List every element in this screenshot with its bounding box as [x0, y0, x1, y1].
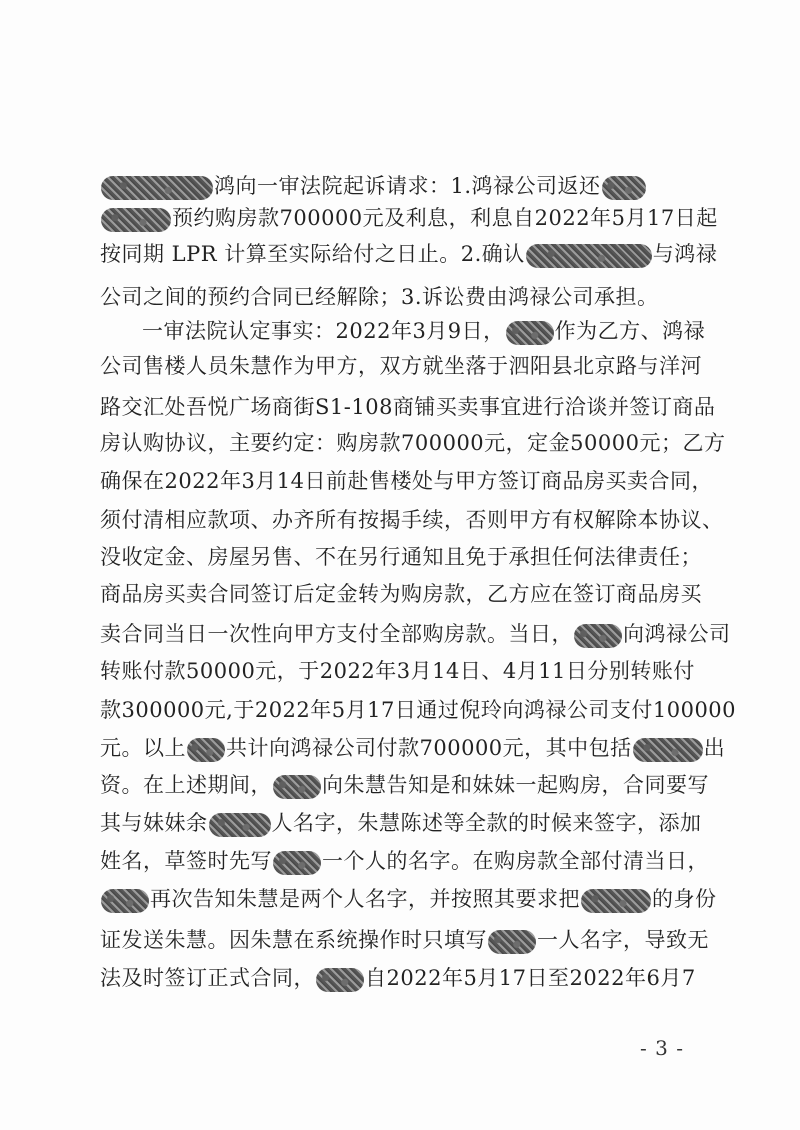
- text-segment: 没收定金、房屋另售、不在另行通知且免于承担任何法律责任；: [100, 545, 702, 569]
- redaction-mark: [633, 738, 703, 762]
- text-line: [100, 656, 720, 686]
- text-segment: 公司之间的预约合同已经解除；3.诉讼费由鸿禄公司承担。: [100, 285, 659, 309]
- redaction-mark: [273, 775, 321, 799]
- text-segment: 款300000元,于2022年5月17日通过倪玲向鸿禄公司支付100000: [100, 698, 737, 722]
- text-line: [142, 316, 732, 346]
- text-segment: 作为乙方、鸿禄: [554, 319, 706, 343]
- redaction-mark: [526, 244, 652, 268]
- text-segment: 人名字，朱慧陈述等全款的时候来签字，添加: [271, 811, 702, 835]
- text-segment: 出: [703, 736, 726, 760]
- text-line: [100, 733, 726, 763]
- text-line: [100, 203, 720, 233]
- text-segment: 转账付款50000元，于2022年3月14日、4月11日分别转账付: [100, 659, 695, 683]
- text-segment: 向朱慧告知是和妹妹一起购房，合同要写: [322, 773, 709, 797]
- text-segment: 其与妹妹余: [100, 811, 208, 835]
- text-segment: 证发送朱慧。因朱慧在系统操作时只填写: [100, 928, 487, 952]
- text-segment: 元。以上: [100, 736, 186, 760]
- text-line: [100, 884, 720, 914]
- text-line: [100, 542, 720, 572]
- redaction-mark: [273, 851, 321, 875]
- text-segment: 姓名，草签时先写: [100, 849, 272, 873]
- text-segment: 卖合同当日一次性向甲方支付全部购房款。当日，: [100, 622, 573, 646]
- text-segment: 与鸿禄: [652, 242, 718, 266]
- text-segment: 须付清相应款项、办齐所有按揭手续，否则甲方有权解除本协议、: [100, 508, 724, 532]
- text-line: [100, 351, 720, 381]
- text-segment: 一人名字，导致无: [537, 928, 709, 952]
- text-line: [100, 282, 720, 312]
- text-segment: 一个人的名字。在购房款全部付清当日，: [322, 849, 709, 873]
- text-segment: 共计向鸿禄公司付款700000元，其中包括: [226, 736, 632, 760]
- text-segment: 再次告知朱慧是两个人名字，并按照其要求把: [150, 887, 580, 911]
- text-line: [100, 619, 731, 649]
- text-line: [100, 846, 720, 876]
- text-line: [100, 770, 720, 800]
- redaction-mark: [101, 208, 171, 232]
- text-segment: 公司售楼人员朱慧作为甲方，双方就坐落于泗阳县北京路与洋河: [100, 354, 702, 378]
- text-line: [100, 579, 720, 609]
- text-segment: 法及时签订正式合同，: [100, 966, 315, 990]
- redaction-mark: [316, 968, 364, 992]
- text-segment: 鸿向一审法院起诉请求：1.鸿禄公司返还: [214, 174, 601, 198]
- text-segment: 路交汇处吾悦广场商街S1-108商铺买卖事宜进行洽谈并签订商品: [100, 395, 716, 419]
- text-line: [100, 925, 720, 955]
- text-segment: 确保在2022年3月14日前赴售楼处与甲方签订商品房买卖合同，: [100, 469, 714, 493]
- redaction-mark: [506, 321, 554, 345]
- redaction-mark: [602, 176, 646, 200]
- text-line: [100, 695, 737, 725]
- text-line: [100, 171, 720, 201]
- page-number: - 3 -: [640, 1036, 684, 1060]
- text-line: [100, 392, 720, 422]
- text-line: [100, 239, 720, 269]
- text-segment: 资。在上述期间，: [100, 773, 272, 797]
- text-segment: 房认购协议，主要约定：购房款700000元，定金50000元；乙方: [100, 431, 726, 455]
- text-line: [100, 428, 726, 458]
- text-segment: 的身份: [652, 887, 717, 911]
- text-segment: 向鸿禄公司: [623, 622, 731, 646]
- redaction-mark: [101, 176, 213, 200]
- redaction-mark: [581, 889, 651, 913]
- text-segment: 按同期 LPR 计算至实际给付之日止。2.确认: [100, 242, 525, 266]
- text-line: [100, 466, 720, 496]
- text-line: [100, 808, 720, 838]
- redaction-mark: [488, 930, 536, 954]
- text-line: [100, 505, 724, 535]
- redaction-mark: [574, 624, 622, 648]
- text-segment: 预约购房款700000元及利息，利息自2022年5月17日起: [172, 206, 718, 230]
- text-segment: 一审法院认定事实：2022年3月9日，: [142, 319, 505, 343]
- text-segment: 自2022年5月17日至2022年6月7: [365, 966, 696, 990]
- redaction-mark: [101, 889, 149, 913]
- text-segment: 商品房买卖合同签订后定金转为购房款，乙方应在签订商品房买: [100, 582, 702, 606]
- redaction-mark: [209, 813, 271, 837]
- text-line: [100, 963, 720, 993]
- redaction-mark: [187, 738, 225, 762]
